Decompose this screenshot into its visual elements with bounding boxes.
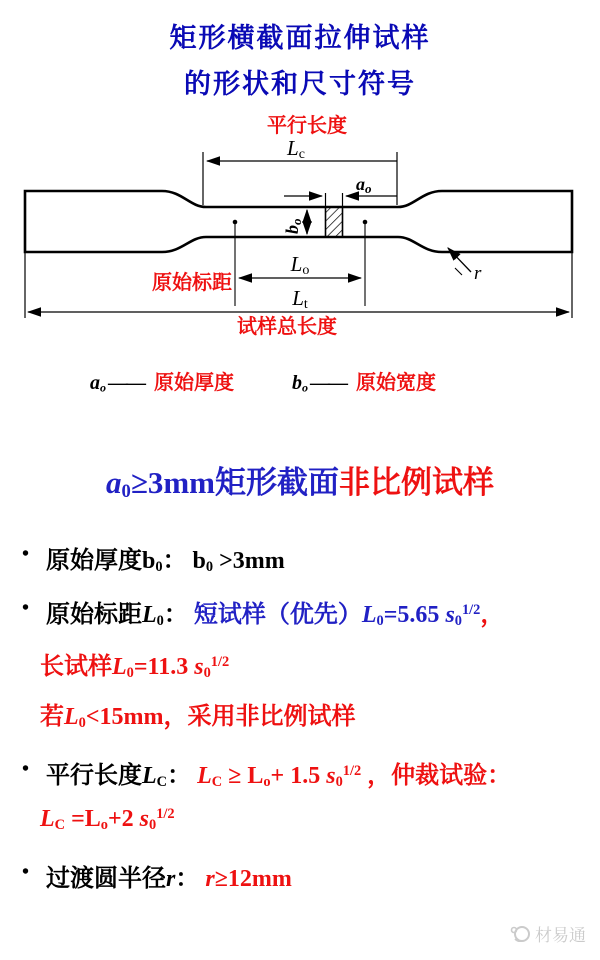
section-heading: $a_0\ge 3mm$矩形截面非比例试样 — [106, 465, 494, 503]
bullet-marker: • — [22, 543, 30, 565]
r-leader-tail — [455, 268, 462, 275]
bullet-gauge-length-cont2: 若$L_0<15mm$，采用非比例试样 — [40, 704, 356, 732]
watermark — [509, 921, 586, 946]
bullet-original-thickness: 原始厚度$b_0$： $b_0 >3mm$ — [46, 548, 285, 576]
bullet-parallel-length-cont: $L_C =L_o+2$ $s_0^{1/2}$ — [40, 806, 175, 834]
bullet-marker: • — [22, 758, 30, 780]
bo-dim-label: bo — [282, 218, 304, 234]
watermark-logo-icon — [509, 923, 531, 945]
specimen-diagram — [0, 105, 600, 355]
lc-dim-label: Lc — [287, 136, 305, 162]
r-dim-label: r — [474, 263, 482, 284]
ao-dim-label: ao — [356, 174, 372, 196]
legend-item-thickness: $a_o$ —— 原始厚度 — [90, 372, 234, 395]
bullet-marker: • — [22, 597, 30, 619]
bullet-marker: • — [22, 861, 30, 883]
watermark-text: 材易通 — [535, 926, 586, 945]
lo-dim-label: Lo — [290, 252, 310, 278]
bullet-parallel-length: 平行长度$L_C$： $L_C \ge L_o+ 1.5$ $s_0^{1/2}$ ，仲裁试验： — [46, 763, 512, 791]
bullet-fillet-radius: 过渡圆半径r： r≥12mm — [46, 866, 292, 892]
bullet-gauge-length-cont1: 长试样$L_0=11.3$ $s_0^{1/2}$ — [40, 654, 230, 682]
legend-item-width: $b_o$ —— 原始宽度 — [292, 372, 436, 395]
parallel-length-label: 平行长度 — [267, 115, 347, 137]
bullet-gauge-length: 原始标距$L_0$： 短试样（优先）$L_0=5.65$ $s_0^{1/2}$， — [46, 602, 505, 630]
page-title-line1: 矩形横截面拉伸试样 — [169, 23, 431, 53]
page-title-line2: 的形状和尺寸符号 — [184, 69, 416, 99]
total-length-label: 试样总长度 — [237, 316, 337, 338]
cross-section-hatch — [326, 207, 343, 237]
lt-dim-label: Lt — [292, 286, 308, 312]
gauge-length-label: 原始标距 — [152, 272, 232, 294]
